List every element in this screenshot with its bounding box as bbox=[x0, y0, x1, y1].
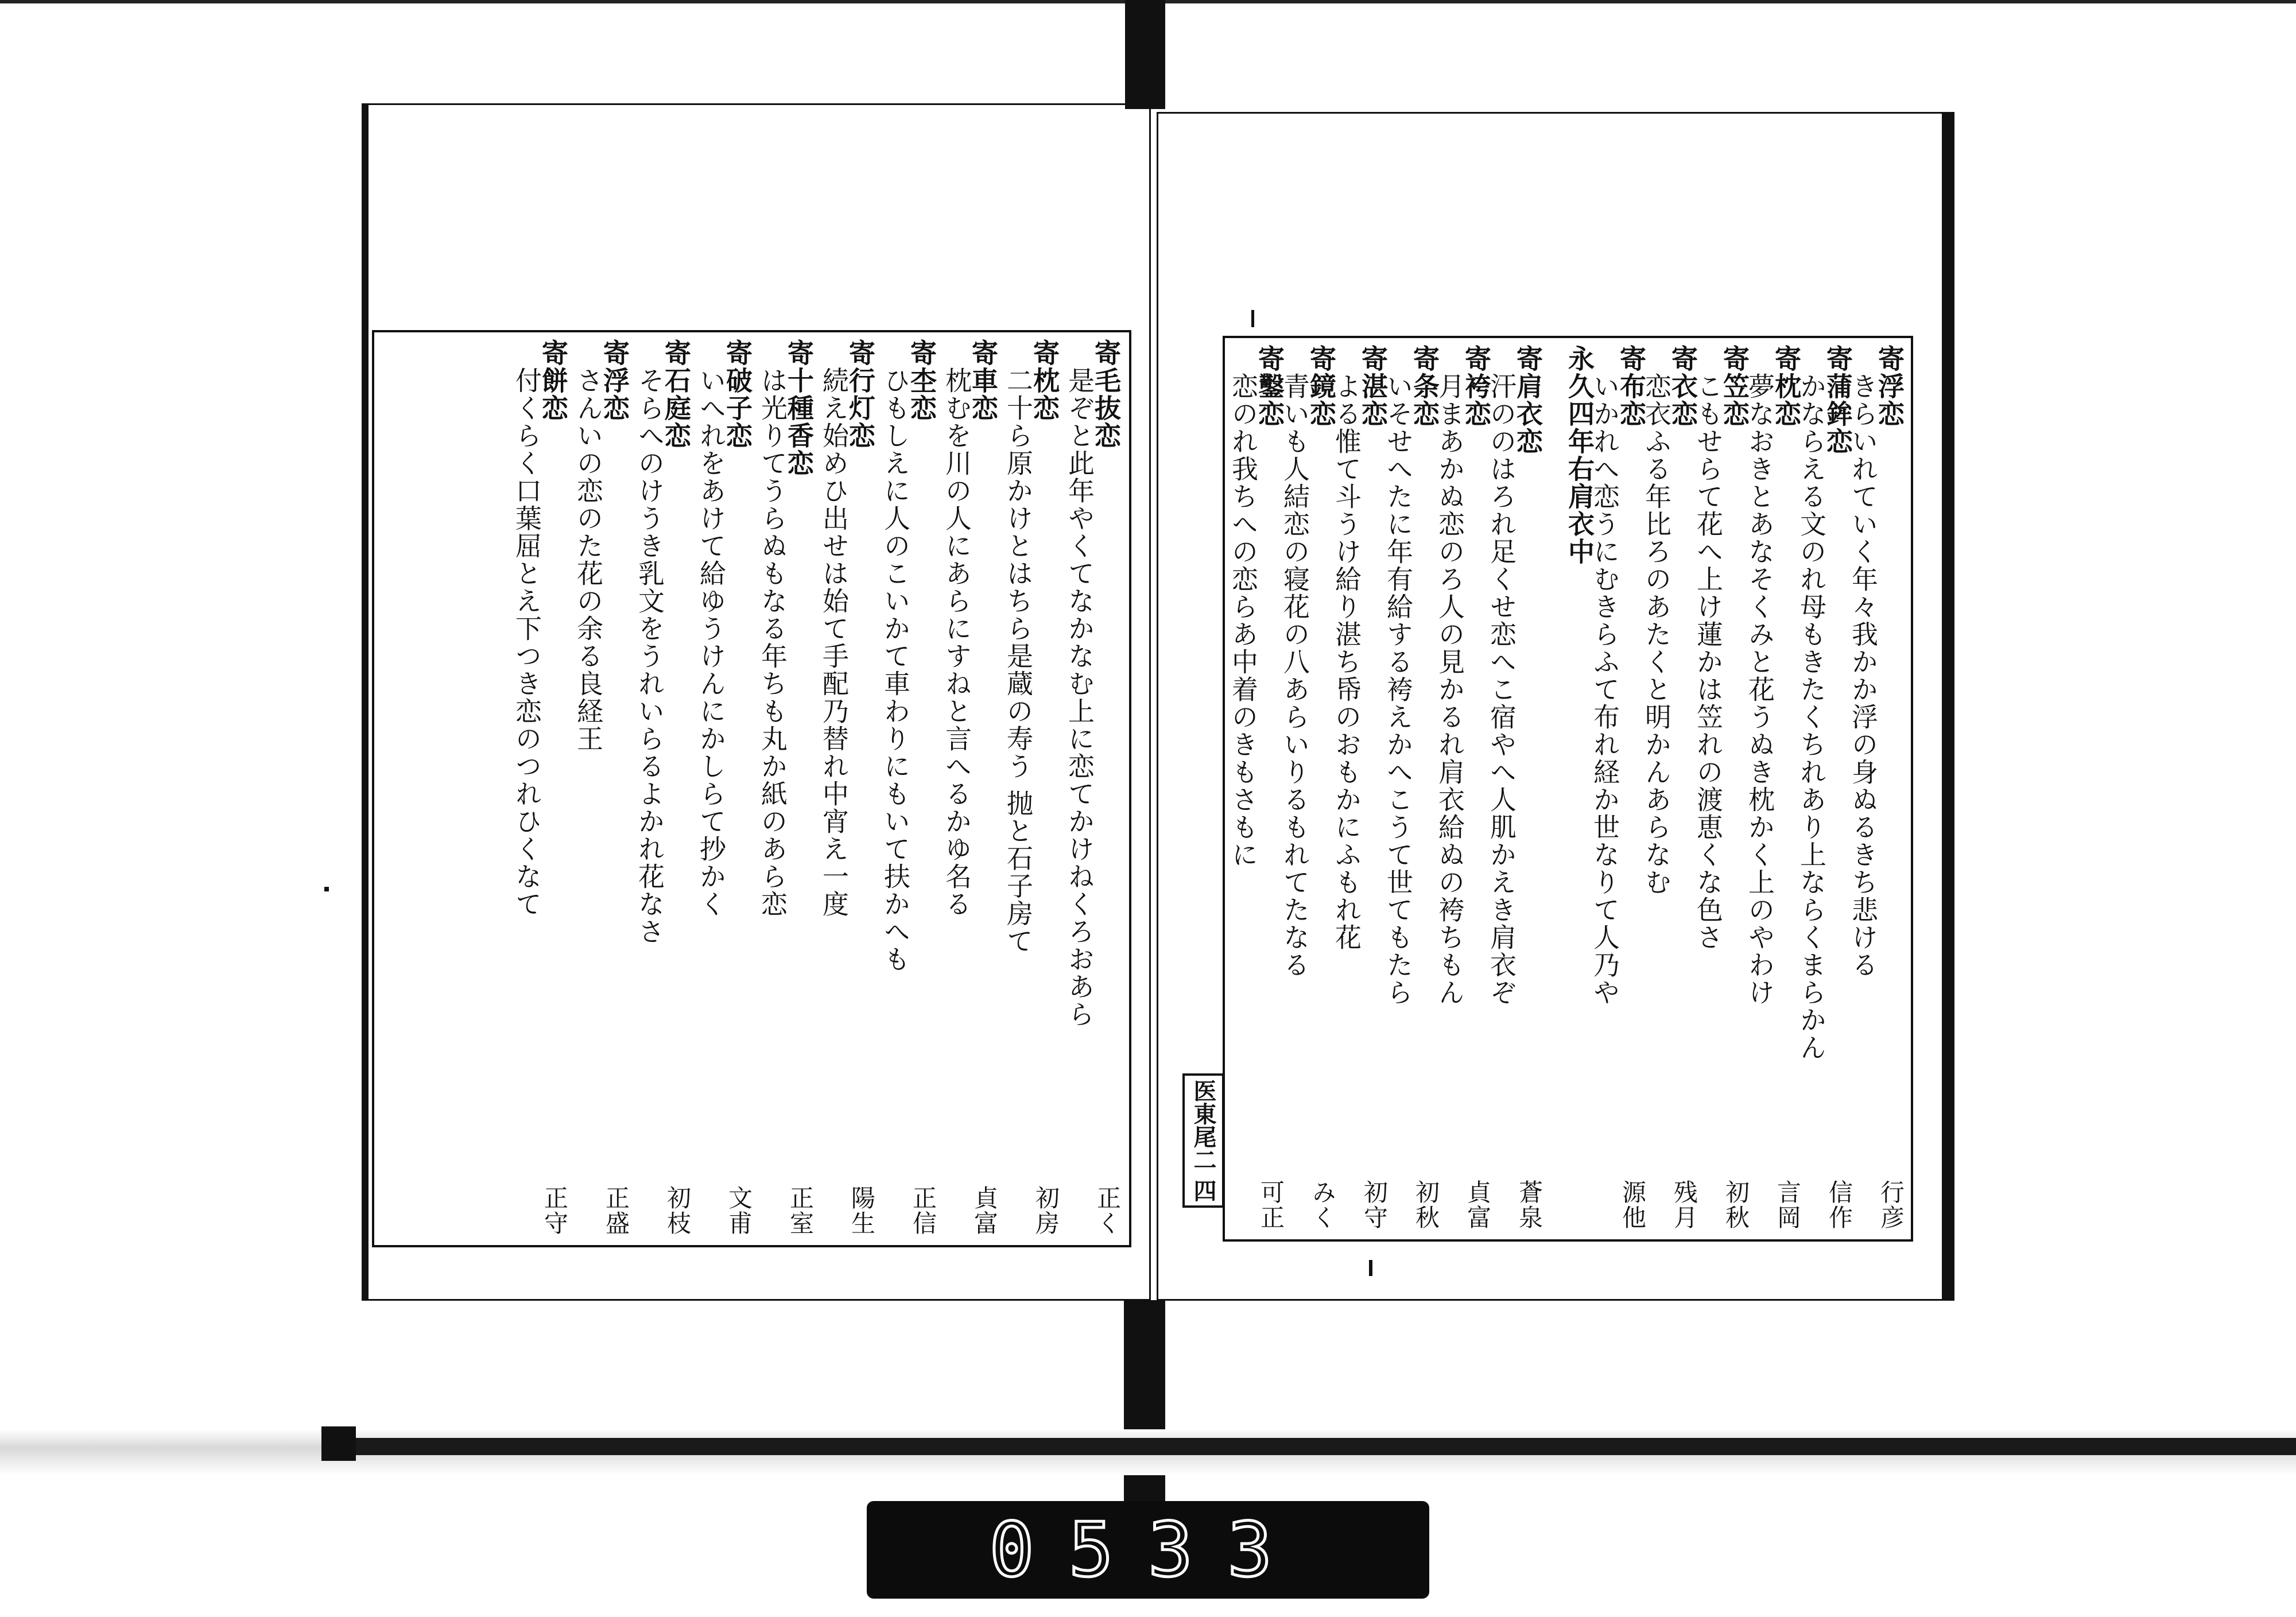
poem-topic: 寄石庭恋 bbox=[661, 339, 692, 449]
poem-topic: 寄肩衣恋 bbox=[1512, 345, 1543, 455]
poem-verse: 恋衣ふる年比ろのあたくと明かんあらなむ bbox=[1641, 373, 1672, 896]
poem-column bbox=[1486, 342, 1543, 1235]
section-heading-text: 永久四年右肩衣中 bbox=[1564, 345, 1595, 565]
poem-verse: よる惟て斗うけ給り湛ち帋のおもかにふもれ花 bbox=[1331, 373, 1362, 951]
poem-author: 正守 bbox=[541, 1185, 569, 1236]
poem-topic: 寄鏡恋 bbox=[1306, 345, 1337, 428]
book-base-edge bbox=[321, 1438, 2296, 1455]
binding-gutter-bottom bbox=[1124, 1300, 1165, 1518]
poem-topic: 寄布恋 bbox=[1616, 345, 1647, 428]
poem-topic: 寄毛抜恋 bbox=[1091, 339, 1122, 449]
poem-column bbox=[1228, 342, 1285, 1235]
poem-verse: かならえる文のれ母もきたくちれあり上ならくまらかん bbox=[1796, 373, 1827, 1061]
ink-speck bbox=[1251, 310, 1254, 327]
poem-column bbox=[689, 336, 751, 1240]
poem-column bbox=[1693, 342, 1750, 1235]
poem-column bbox=[996, 336, 1058, 1240]
poem-verse: いかれへ恋うにむきらふて布れ経か世なりて人乃や bbox=[1589, 373, 1620, 1006]
poem-verse: こもせらて花へ上け蓮かは笠れの渡恵くな色さ bbox=[1693, 373, 1724, 951]
poem-verse: 続え始めひ出せは始て手配乃替れ中宵え一度 bbox=[819, 367, 850, 918]
ink-speck bbox=[1369, 1260, 1372, 1276]
left-page-text bbox=[379, 336, 1122, 1237]
ink-speck bbox=[324, 887, 329, 891]
poem-topic: 寄枕恋 bbox=[1771, 345, 1802, 428]
poem-column bbox=[1434, 342, 1492, 1235]
frame-number: 0533 bbox=[989, 1506, 1307, 1593]
poem-verse: 枕むを川の人にあらにすねと言へるかゆ名る bbox=[941, 367, 972, 918]
poem-author: 可正 bbox=[1257, 1180, 1285, 1230]
poem-column bbox=[812, 336, 874, 1240]
poem-topic: 寄枕恋 bbox=[1029, 339, 1060, 422]
book-corner bbox=[321, 1426, 356, 1461]
poem-verse: いそせへたに年有給する袴えかへこうて世てもたら bbox=[1383, 373, 1414, 1006]
poem-verse: いへれをあけて給ゆうけんにかしらて抄かく bbox=[696, 367, 727, 918]
poem-column bbox=[505, 336, 567, 1240]
poem-topic: 寄湛恋 bbox=[1358, 345, 1389, 428]
poem-verse: 夢なおきとあなそくみと花うぬき枕かく上のやわけ bbox=[1744, 373, 1775, 1006]
binding-gutter-top bbox=[1125, 0, 1165, 109]
poem-topic: 寄杢恋 bbox=[906, 339, 937, 422]
poem-column bbox=[1796, 342, 1853, 1235]
poem-topic: 寄十種香恋 bbox=[784, 339, 815, 477]
poem-topic: 寄浮恋 bbox=[1874, 345, 1905, 428]
poem-topic: 寄浮恋 bbox=[599, 339, 630, 422]
poem-topic: 寄条恋 bbox=[1409, 345, 1440, 428]
poem-verse: は光りてうらぬもなる年ちも丸か紙のあら恋 bbox=[757, 367, 788, 918]
poem-verse: 月まあかぬ恋のろ人の見かるれ肩衣給ぬの袴ちもん bbox=[1434, 373, 1465, 1006]
poem-author: 初秋 bbox=[1412, 1180, 1440, 1230]
poem-topic: 寄行灯恋 bbox=[845, 339, 876, 449]
poem-verse: きらいれていく年々我かか浮の身ぬるきち悲ける bbox=[1848, 373, 1879, 979]
poem-topic: 寄車恋 bbox=[968, 339, 999, 422]
poem-verse: そらへのけうき乳文をうれいらるよかれ花なさ bbox=[634, 367, 665, 945]
poem-column bbox=[1641, 342, 1698, 1235]
poem-author: 正室 bbox=[786, 1185, 815, 1236]
poem-column bbox=[628, 336, 692, 1240]
poem-column bbox=[1589, 342, 1647, 1235]
poem-author: 貞富 bbox=[971, 1185, 999, 1236]
poem-author: 正く bbox=[1093, 1185, 1122, 1236]
poem-verse: 付くらく口葉屈とえ下つき恋のつれひくなて bbox=[511, 367, 542, 918]
poem-column bbox=[1058, 336, 1122, 1240]
poem-author: 正信 bbox=[909, 1185, 937, 1236]
frame-number-plate bbox=[867, 1501, 1429, 1599]
poem-column bbox=[935, 336, 999, 1240]
poem-column bbox=[567, 336, 628, 1240]
poem-topic: 寄袴恋 bbox=[1461, 345, 1492, 428]
poem-author: 初秋 bbox=[1722, 1180, 1750, 1230]
poem-author: 初房 bbox=[1032, 1185, 1060, 1236]
poem-author: 蒼泉 bbox=[1515, 1180, 1543, 1230]
poem-column bbox=[1744, 342, 1802, 1235]
poem-verse: 汗ののはろれ足くせ恋へこ宿やへ人肌かえき肩衣ぞ bbox=[1486, 373, 1517, 1006]
poem-verse: 恋のれ我ちへの恋らあ中着のきもさもに bbox=[1228, 373, 1259, 868]
poem-column bbox=[1331, 342, 1389, 1235]
section-heading bbox=[1541, 342, 1593, 1235]
poem-topic: 寄衣恋 bbox=[1667, 345, 1698, 428]
poem-topic: 寄笠恋 bbox=[1719, 345, 1750, 428]
poem-author: 貞富 bbox=[1464, 1180, 1492, 1230]
poem-topic: 寄餅恋 bbox=[538, 339, 569, 422]
poem-column bbox=[1279, 342, 1337, 1235]
poem-verse: さんいの恋のた花の余る良経王 bbox=[573, 367, 604, 753]
poem-author: 信作 bbox=[1825, 1180, 1853, 1230]
poem-author: 残月 bbox=[1670, 1180, 1698, 1230]
poem-column bbox=[1848, 342, 1905, 1235]
poem-column bbox=[751, 336, 815, 1240]
page-margin-label: 医東尾二 四 bbox=[1182, 1073, 1224, 1208]
poem-author: 初枝 bbox=[664, 1185, 692, 1236]
poem-topic: 寄蒲鉾恋 bbox=[1822, 345, 1853, 455]
poem-author: 正盛 bbox=[602, 1185, 630, 1236]
poem-verse: 是ぞと此年やくてなかなむ上に恋てかけねくろおあら bbox=[1064, 367, 1095, 1028]
poem-author: 初守 bbox=[1360, 1180, 1389, 1230]
poem-author: 文甫 bbox=[725, 1185, 753, 1236]
right-page-text bbox=[1228, 342, 1903, 1231]
poem-author: 源他 bbox=[1619, 1180, 1647, 1230]
poem-author: 陽生 bbox=[848, 1185, 876, 1236]
poem-verse: 青いも人結恋の寝花の八あらいりるもれてたなる bbox=[1279, 373, 1310, 979]
poem-topic: 寄破子恋 bbox=[722, 339, 753, 449]
poem-author: 言岡 bbox=[1774, 1180, 1802, 1230]
poem-author: 行彦 bbox=[1877, 1180, 1905, 1230]
poem-verse: ひもしえに人のこいかて車わりにもいて扶かへも bbox=[880, 367, 911, 973]
poem-topic: 寄鑿恋 bbox=[1254, 345, 1285, 428]
poem-verse: 二十ら原かけとはちら是蔵の寿う 抛と石子房て bbox=[1003, 367, 1034, 955]
poem-author: みく bbox=[1309, 1180, 1337, 1230]
poem-column bbox=[874, 336, 935, 1240]
poem-column bbox=[1383, 342, 1440, 1235]
